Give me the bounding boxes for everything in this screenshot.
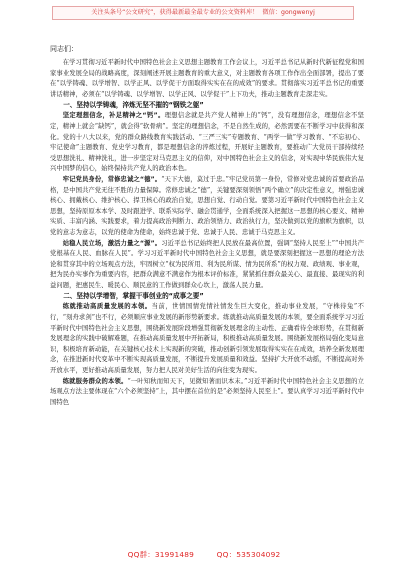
document-body <box>50 44 364 408</box>
footer-qq-group: QQ群：31991489 <box>127 550 195 559</box>
section-1-paragraph-2 <box>50 175 364 239</box>
section-2-body-2: “一叶知秋而知天下，见微知著而识本末。”习近平新时代中国特色社会主义思想的立场观点方法主要体现在“六个必须坚持”上，其中摆在首位的是“必须坚持人民至上”。要认真学习习近平新时代中国特色 <box>50 377 364 406</box>
top-banner <box>52 6 354 20</box>
salutation: 同志们： <box>50 45 78 53</box>
section-2-body-1: 当前，世情国情党情社情发生巨大变化，推动事业发展，“守株待兔”不行，“刻舟求剑”也不行，必须顺应事业发展的新形势新要求。练就推动高质量发展的本领，要全面系统学习习近平新时代中国特色社会主义思想，围绕新发展阶段增强贯彻新发展理念的主动性、正确看待全球形势，在贯彻新发展理念的实践中破解难题，在推动高质量发展中开拓新局，积极推动高质量发展。围绕新发展格局强化变局意识，积极培育新动能，在关键核心技术上实现新的突破，推动创新引领发展取得实实在在成效，培养全新发展理念，在推进新时代变革中不断实现高质量发展，不断提升发展质量和效益。坚持扩大开放不动摇，不断提高对外开放水平，更好推动高质量发展，努力把人民对美好生活的向往变为现实。 <box>50 303 364 375</box>
footer-qq: QQ：535304092 <box>216 550 281 559</box>
banner-wechat-text: 微信：gongwenyj <box>262 9 315 16</box>
section-1-heading: 一、坚持以学铸魂，淬炼无坚不摧的“钢铁之躯” <box>63 101 204 110</box>
section-1-lead-1: 坚定理想信念，补足精神之“钙”。 <box>62 112 165 120</box>
footer-contact <box>0 549 408 560</box>
banner-promo-text: 关注头条号“公文研究”，获得最新最全最专业的公文资料库！ <box>91 9 259 16</box>
section-1-body-1: 理想信念就是共产党人精神上的“钙”，没有理想信念，理想信念不坚定，精神上就会“缺钙”，就会得“软骨病”。坚定的理想信念，不是自然生成的，必然需要在不断学习中获得和深化。党的十八大以来，党的群众路线教育实践活动、“三严三实”专题教育、“两学一做”学习教育、“不忘初心、牢记使命”主题教育、党史学习教育，都是理想信念的淬炼过程，开展好主题教育，要推动广大党员干部持续经受思想洗礼、精神洗礼，进一步坚定对马克思主义的信仰，对中国特色社会主义的信念，对实现中华民族伟大复兴中国梦的信心，始终保持共产党人的政治本色。 <box>50 112 364 173</box>
section-2-paragraph-1 <box>50 302 364 376</box>
section-1-paragraph-1 <box>50 111 364 175</box>
intro-paragraph: 在学习贯彻习近平新时代中国特色社会主义思想主题教育工作会议上，习近平总书记从新时代新征程党和国家事业发展全局的战略高度，深刻阐述开展主题教育的重大意义，对主题教育各项工作作出全面部署，提出了要在“以学铸魂、以学增智、以学正风、以学促干方面取得实实在在的成效”的要求。贯彻落实习近平总书记的重要讲话精神，必须在“以学铸魂、以学增智、以学正风、以学促干”上下功夫，推动主题教育走深走实。 <box>50 59 364 98</box>
section-1-body-3: 习近平总书记始终把人民放在最高位置，强调“坚持人民至上”“中国共产党根基在人民、血脉在人民”。学习习近平新时代中国特色社会主义思想，就是要深刻把握这一思想的理论方法论和贯穿其中的立场观点方法，牢固树立“权为民所用、利为民所谋、情为民所系”的权力观、政绩观、事业观，把为民办实事作为重要内容，把群众满意不满意作为根本评价标准，紧紧抓住群众最关心、最直接、最现实的利益问题，把惠民生、暖民心、顺民意的工作做到群众心坎上，激荡人民力量。 <box>50 239 365 289</box>
section-2-lead-2: 练就服务群众的本领。 <box>62 377 128 385</box>
section-1-paragraph-3 <box>50 239 364 292</box>
section-1-lead-2: 牢记党员身份，常修忠诚之“德”。 <box>62 175 162 183</box>
section-1-lead-3: 站稳人民立场，激活力量之“源”。 <box>62 239 162 247</box>
section-2-heading: 二、坚持以学增智，掌握干事创业的“成事之要” <box>63 292 204 301</box>
section-2-lead-1: 练就推动高质量发展的本领。 <box>62 303 152 311</box>
section-2-paragraph-2 <box>50 377 364 409</box>
section-1-body-2: “天下大德，莫过于忠。”牢记党员第一身份，常修对党忠诚的首要政治品格，是中国共产党无往不胜的力量保障。常修忠诚之“德”，关键要深刻领悟“两个确立”的决定性意义，增强忠诚核心、拥戴核心、维护核心、捍卫核心的政治自觉，思想自觉、行动自觉。要第习近平新时代中国特色社会主义思想，坚持原原本本学、及时跟进学、联系实际学、融会贯通学，全面系统深入把握这一思想的核心要义、精神实质、丰富内涵、实践要求，着力提高政治判断力、政治领悟力、政治执行力，坚决做到以党的旗帜为旗帜，以党的意志为意志，以党的使命为使命，始终忠诚于党、忠诚于人民、忠诚于马克思主义。 <box>50 175 364 236</box>
